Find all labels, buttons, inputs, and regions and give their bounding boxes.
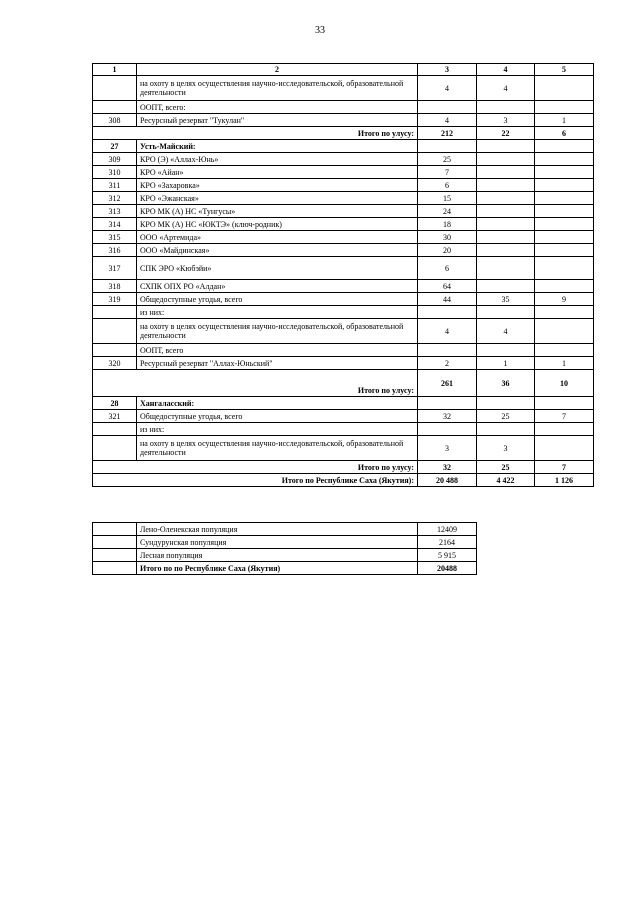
district-name: Усть-Майский: [137,140,418,153]
row-number: 315 [93,231,137,244]
row-number: 318 [93,280,137,293]
row-col-3: 18 [418,218,477,231]
total-col-3: 20 488 [418,474,477,487]
row-col-4: 1 [477,357,535,370]
population-blank-cell [93,549,137,562]
subtotal-row [93,461,594,474]
subtotal-label: Итого по улусу: [93,461,418,474]
row-col-3: 20 [418,244,477,257]
row-number [93,76,137,101]
row-col-5 [535,231,594,244]
total-col-4: 25 [477,461,535,474]
row-col-3: 4 [418,114,477,127]
row-col-3 [418,344,477,357]
row-col-5 [535,140,594,153]
row-name: КРО МК (А) НС «ЮКТЭ» (ключ-родник) [137,218,418,231]
row-col-5 [535,344,594,357]
row-number [93,423,137,436]
row-col-4 [477,218,535,231]
row-col-4 [477,153,535,166]
row-col-5 [535,397,594,410]
row-col-3: 4 [418,319,477,344]
population-blank-cell [93,523,137,536]
table-row [93,344,594,357]
row-col-4 [477,231,535,244]
row-col-3: 32 [418,410,477,423]
row-number [93,319,137,344]
district-name: Хангаласский: [137,397,418,410]
row-col-5 [535,166,594,179]
page-number: 33 [315,25,325,36]
total-col-4: 4 422 [477,474,535,487]
total-col-5: 1 126 [535,474,594,487]
total-col-5: 6 [535,127,594,140]
row-col-3: 6 [418,179,477,192]
total-col-4: 22 [477,127,535,140]
row-name: КРО «Захаровка» [137,179,418,192]
row-col-4 [477,244,535,257]
row-col-5 [535,423,594,436]
table-row [93,357,594,370]
row-col-5 [535,280,594,293]
table-row [93,101,594,114]
population-total-row [93,562,477,575]
row-col-4 [477,166,535,179]
population-value: 20488 [418,562,477,575]
header-col-2: 2 [137,64,418,76]
population-value: 2164 [418,536,477,549]
row-number: 308 [93,114,137,127]
table-row [93,257,594,280]
row-col-3 [418,306,477,319]
district-row [93,140,594,153]
row-name: КРО «Эжанская» [137,192,418,205]
header-col-1: 1 [93,64,137,76]
row-col-5 [535,205,594,218]
row-col-3: 30 [418,231,477,244]
subtotal-label: Итого по улусу: [93,370,418,397]
subtotal-label: Итого по улусу: [93,127,418,140]
population-row [93,523,477,536]
row-number: 319 [93,293,137,306]
population-row [93,536,477,549]
table-row [93,192,594,205]
row-col-4 [477,344,535,357]
table-header-row [93,64,594,76]
row-name: СХПК ОПХ РО «Алдан» [137,280,418,293]
table-row [93,76,594,101]
row-col-5 [535,319,594,344]
row-name: КРО МК (А) НС «Тунгусы» [137,205,418,218]
table-row [93,179,594,192]
row-col-4: 25 [477,410,535,423]
total-col-3: 261 [418,370,477,397]
row-name: из них: [137,306,418,319]
row-col-5 [535,101,594,114]
hunting-grounds-table [92,63,594,487]
row-col-5: 1 [535,114,594,127]
row-col-4 [477,423,535,436]
row-name: на охоту в целях осуществления научно-исследовательской, образовательной деятельности [137,319,418,344]
row-col-3 [418,397,477,410]
row-col-5 [535,436,594,461]
row-name: Общедоступные угодья, всего [137,293,418,306]
total-col-5: 7 [535,461,594,474]
row-name: Общедоступные угодья, всего [137,410,418,423]
row-name: из них: [137,423,418,436]
population-name: Лено-Оленекская популяция [137,523,418,536]
population-name: Сундурунская популяция [137,536,418,549]
row-col-5 [535,153,594,166]
row-col-3: 4 [418,76,477,101]
table-row [93,166,594,179]
row-number: 310 [93,166,137,179]
grand-total-row [93,474,594,487]
row-name: СПК ЭРО «Кюбэйи» [137,257,418,280]
row-col-5: 7 [535,410,594,423]
row-name: КРО «Айан» [137,166,418,179]
row-col-3: 6 [418,257,477,280]
row-col-3 [418,101,477,114]
row-col-5: 9 [535,293,594,306]
row-number: 313 [93,205,137,218]
total-col-5: 10 [535,370,594,397]
row-name: на охоту в целях осуществления научно-исследовательской, образовательной деятельности [137,436,418,461]
header-col-4: 4 [477,64,535,76]
header-col-5: 5 [535,64,594,76]
population-table [92,522,477,575]
row-name: Ресурсный резерват "Тукулан" [137,114,418,127]
row-name: ООПТ, всего [137,344,418,357]
row-col-4: 3 [477,436,535,461]
row-col-5 [535,306,594,319]
population-row [93,549,477,562]
table-row [93,205,594,218]
row-col-3: 44 [418,293,477,306]
population-blank-cell [93,536,137,549]
total-col-3: 32 [418,461,477,474]
row-col-5: 1 [535,357,594,370]
table-row [93,410,594,423]
table-row [93,218,594,231]
row-col-5 [535,257,594,280]
row-col-3: 64 [418,280,477,293]
population-value: 12409 [418,523,477,536]
row-col-4 [477,101,535,114]
table-row [93,293,594,306]
row-name: ООО «Майдинская» [137,244,418,257]
row-col-5 [535,76,594,101]
row-col-4 [477,140,535,153]
row-number [93,101,137,114]
row-col-4: 35 [477,293,535,306]
population-blank-cell [93,562,137,575]
row-col-5 [535,218,594,231]
row-number: 316 [93,244,137,257]
row-name: КРО (Э) «Аллах-Юнь» [137,153,418,166]
row-col-3: 15 [418,192,477,205]
row-name: Ресурсный резерват "Аллах-Юньский" [137,357,418,370]
row-col-3: 3 [418,436,477,461]
row-col-4 [477,192,535,205]
row-col-4 [477,280,535,293]
district-number: 27 [93,140,137,153]
row-number: 317 [93,257,137,280]
subtotal-row [93,370,594,397]
row-number [93,436,137,461]
row-col-4 [477,205,535,218]
row-col-3: 2 [418,357,477,370]
row-col-3: 7 [418,166,477,179]
table-row [93,244,594,257]
table-row [93,153,594,166]
table-row [93,319,594,344]
row-col-5 [535,244,594,257]
row-number: 320 [93,357,137,370]
total-col-3: 212 [418,127,477,140]
table-row [93,231,594,244]
subtotal-row [93,127,594,140]
grand-total-label: Итого по Республике Саха (Якутия): [93,474,418,487]
row-number: 321 [93,410,137,423]
table-row [93,114,594,127]
row-col-5 [535,192,594,205]
row-number: 314 [93,218,137,231]
district-number: 28 [93,397,137,410]
table-row [93,436,594,461]
table-row [93,306,594,319]
row-col-4 [477,397,535,410]
row-col-4 [477,179,535,192]
row-col-5 [535,179,594,192]
row-number [93,344,137,357]
population-value: 5 915 [418,549,477,562]
header-col-3: 3 [418,64,477,76]
row-number: 312 [93,192,137,205]
row-name: ООПТ, всего: [137,101,418,114]
row-col-3 [418,423,477,436]
row-col-3 [418,140,477,153]
row-number: 309 [93,153,137,166]
population-name: Итого по по Республике Саха (Якутия) [137,562,418,575]
row-col-3: 25 [418,153,477,166]
district-row [93,397,594,410]
population-name: Лесная популяция [137,549,418,562]
row-name: на охоту в целях осуществления научно-исследовательской, образовательной деятельности [137,76,418,101]
table-row [93,423,594,436]
row-col-4: 4 [477,319,535,344]
total-col-4: 36 [477,370,535,397]
table-row [93,280,594,293]
row-name: ООО «Артемида» [137,231,418,244]
row-number [93,306,137,319]
row-number: 311 [93,179,137,192]
row-col-4 [477,257,535,280]
row-col-4 [477,306,535,319]
row-col-4: 4 [477,76,535,101]
row-col-3: 24 [418,205,477,218]
row-col-4: 3 [477,114,535,127]
